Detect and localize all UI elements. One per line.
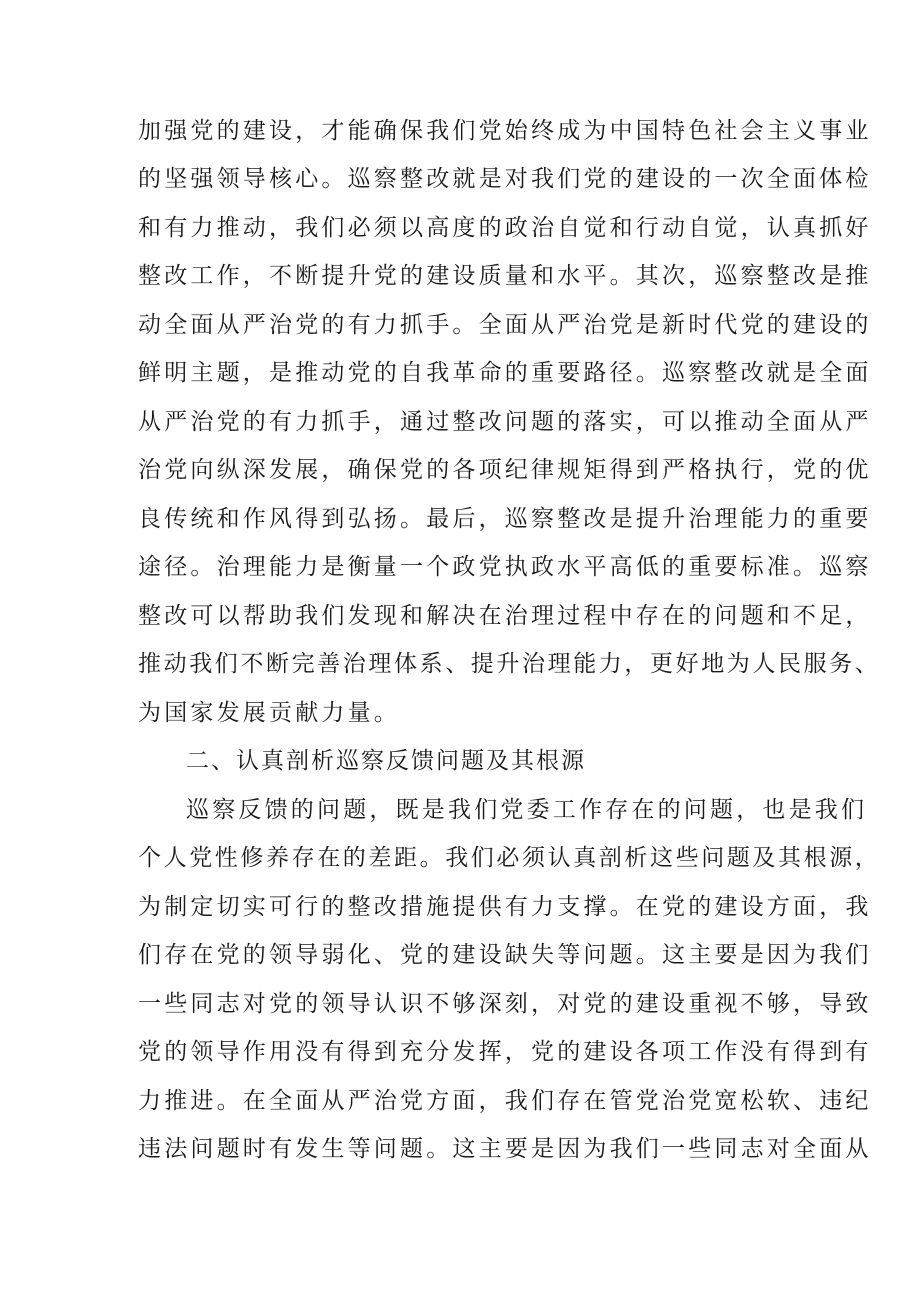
text-line: 党的领导作用没有得到充分发挥，党的建设各项工作没有得到有 [138,1039,872,1065]
text-line: 整改可以帮助我们发现和解决在治理过程中存在的问题和不足， [138,603,872,629]
text-line: 们存在党的领导弱化、党的建设缺失等问题。这主要是因为我们 [138,942,872,968]
text-line: 力推进。在全面从严治党方面，我们存在管党治党宽松软、违纪 [138,1088,872,1114]
text-line: 为国家发展贡献力量。 [138,700,400,726]
text-line: 从严治党的有力抓手，通过整改问题的落实，可以推动全面从严 [138,409,872,435]
text-line: 的坚强领导核心。巡察整改就是对我们党的建设的一次全面体检 [138,166,872,192]
text-line: 加强党的建设，才能确保我们党始终成为中国特色社会主义事业 [138,118,872,144]
section-heading: 二、认真剖析巡察反馈问题及其根源 [186,748,586,774]
text-line: 整改工作，不断提升党的建设质量和水平。其次，巡察整改是推 [138,263,872,289]
text-line: 一些同志对党的领导认识不够深刻，对党的建设重视不够，导致 [138,991,872,1017]
text-line: 鲜明主题，是推动党的自我革命的重要路径。巡察整改就是全面 [138,360,872,386]
text-line: 个人党性修养存在的差距。我们必须认真剖析这些问题及其根源， [138,845,881,871]
text-line: 动全面从严治党的有力抓手。全面从严治党是新时代党的建设的 [138,312,872,338]
text-line: 推动我们不断完善治理体系、提升治理能力，更好地为人民服务、 [138,651,881,677]
text-line: 良传统和作风得到弘扬。最后，巡察整改是提升治理能力的重要 [138,506,872,532]
text-line: 途径。治理能力是衡量一个政党执政水平高低的重要标准。巡察 [138,554,872,580]
text-line: 和有力推动，我们必须以高度的政治自觉和行动自觉，认真抓好 [138,215,872,241]
text-line: 为制定切实可行的整改措施提供有力支撑。在党的建设方面，我 [138,894,872,920]
text-line: 违法问题时有发生等问题。这主要是因为我们一些同志对全面从 [138,1136,872,1162]
text-line: 治党向纵深发展，确保党的各项纪律规矩得到严格执行，党的优 [138,457,872,483]
text-line: 巡察反馈的问题，既是我们党委工作存在的问题，也是我们 [186,797,868,823]
